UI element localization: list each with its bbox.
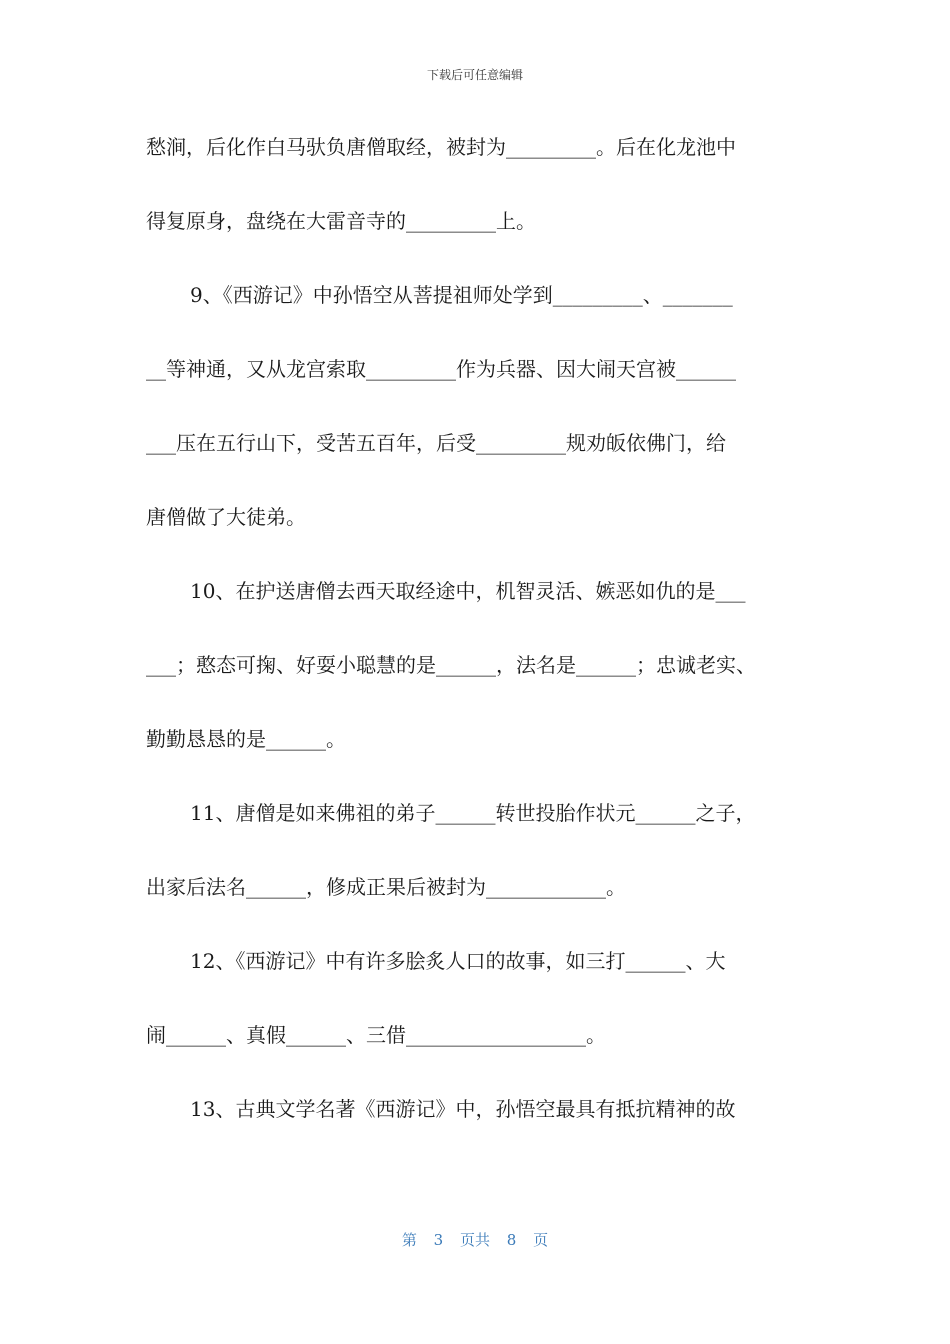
footer-label-of: 页共 (459, 1231, 490, 1249)
question-10-line: 10、在护送唐僧去西天取经途中，机智灵活、嫉恶如仇的是___ (190, 579, 746, 603)
question-12-line: 12、《西游记》中有许多脍炙人口的故事，如三打______、大 (190, 949, 726, 973)
text-line: ___；憨态可掬、好耍小聪慧的是______，法名是______；忠诚老实、 (146, 653, 756, 677)
document-body (146, 130, 826, 1166)
footer-label-end: 页 (533, 1231, 549, 1249)
footer-label-page: 第 (401, 1231, 417, 1249)
question-11-line: 11、唐僧是如来佛祖的弟子______转世投胎作状元______之子， (190, 801, 756, 825)
text-line: __等神通，又从龙宫索取_________作为兵器、因大闹天宫被______ (146, 357, 736, 381)
text-line: 得复原身，盘绕在大雷音寺的_________上。 (146, 209, 536, 233)
text-line: 闹______、真假______、三借__________________。 (146, 1023, 606, 1047)
page-footer (0, 1229, 950, 1250)
question-13-line: 13、古典文学名著《西游记》中，孙悟空最具有抵抗精神的故 (190, 1097, 736, 1121)
footer-total-pages: 8 (506, 1231, 517, 1249)
text-line: 愁涧，后化作白马驮负唐僧取经，被封为_________。后在化龙池中 (146, 135, 736, 159)
text-line: 勤勤恳恳的是______。 (146, 727, 346, 751)
question-9-line: 9、《西游记》中孙悟空从菩提祖师处学到_________、_______ (190, 283, 733, 307)
text-line: 唐僧做了大徒弟。 (146, 505, 306, 529)
page-header: 下载后可任意编辑 (426, 68, 523, 82)
footer-current-page: 3 (433, 1231, 444, 1249)
text-line: 出家后法名______，修成正果后被封为____________。 (146, 875, 626, 899)
text-line: ___压在五行山下，受苦五百年，后受_________规劝皈依佛门，给 (146, 431, 726, 455)
